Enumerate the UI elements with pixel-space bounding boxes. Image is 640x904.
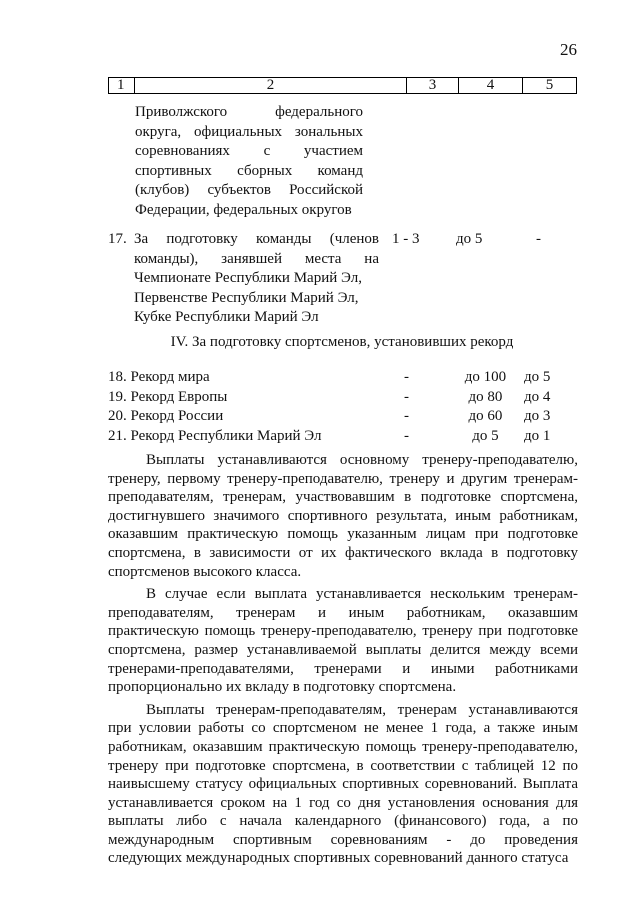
body-text: [108, 451, 578, 872]
table-row: [108, 427, 578, 447]
text-line: Федерации, федеральных округов: [135, 201, 352, 218]
table-row: [108, 368, 578, 388]
record-col5: до 1: [524, 427, 551, 444]
record-col3: -: [404, 427, 409, 444]
text-line: (клубов) субъектов Российской: [135, 182, 363, 198]
paragraph: Выплаты тренерам-преподавателям, тренерам устанавливаются при условии работы со спортсменом не менее 1 года, а также иным работникам, оказавшим практическую помощь тренеру-преподавателю, тренеру при подготовке спортсмена, в соответствии с таблицей 12 по наивысшему статусу официальных спортивных соревнований. Выплата устанавливается сроком на 1 год со дня установления основания для выплаты либо с начала календарного (финансового) года, а по международным спортивным соревнованиям - до проведения следующих международных спортивных соревнований данного статуса: [108, 701, 578, 867]
record-col3: -: [404, 408, 409, 424]
paragraph: В случае если выплата устанавливается нескольким тренерам-преподавателям, тренерам и иным работникам, оказавшим практическую помощь тренеру-преподавателю, тренеру при подготовке спортсмена, размер устанавливаемой выплаты делится между всеми тренерами-преподавателями, тренерами и иными работниками пропорционально их вкладу в подготовку спортсмена.: [108, 586, 578, 696]
row-description: [134, 230, 379, 328]
record-col5: до 5: [524, 369, 551, 385]
table-row: [108, 407, 578, 427]
record-col3: -: [404, 369, 409, 385]
record-col4: до 5: [472, 427, 499, 444]
row-number: 17.: [108, 231, 127, 247]
text-line: округа, официальных зональных: [135, 123, 363, 140]
record-col4: до 60: [468, 408, 503, 424]
row-col5-value: -: [536, 231, 541, 247]
record-col5: до 4: [524, 388, 551, 405]
page-number: 26: [560, 40, 577, 59]
table-row: [108, 388, 578, 408]
continued-row-text: [135, 103, 363, 220]
paragraph: Выплаты устанавливаются основному тренеру-преподавателю, тренеру, первому тренеру-преподавателю, тренеру и другим тренерам-преподавателям, тренерам, участвовавшим в подготовке спортсмена, достигнувшего значимого спортивного результата, иным работникам, оказавшим практическую помощь указанным лицам при подготовке спортсмена, в зависимости от их фактического вклада в подготовку спортсменов высокого класса.: [108, 452, 578, 580]
text-line: Первенстве Республики Марий Эл,: [134, 289, 359, 306]
record-name: 20. Рекорд России: [108, 408, 224, 424]
records-list: [108, 368, 578, 446]
text-line: спортивных сборных команд: [135, 162, 363, 179]
text-line: Приволжского федерального: [135, 104, 363, 120]
text-line: команды), занявшей места на: [134, 250, 379, 267]
column-header-2: 2: [135, 78, 407, 94]
record-col4: до 80: [468, 388, 503, 405]
record-name: 21. Рекорд Республики Марий Эл: [108, 427, 322, 444]
text-line: соревнованиях с участием: [135, 143, 363, 159]
text-line: Кубке Республики Марий Эл: [134, 309, 319, 325]
section-title: IV. За подготовку спортсменов, установивших рекорд: [170, 334, 514, 350]
column-header-3: 3: [407, 78, 459, 94]
record-col5: до 3: [524, 408, 551, 424]
row-col3-value: 1 - 3: [392, 231, 420, 247]
column-header-table: [108, 77, 577, 94]
record-col4: до 100: [464, 369, 507, 385]
column-header-row: [109, 78, 577, 94]
text-line: За подготовку команды (членов: [134, 231, 379, 247]
record-name: 19. Рекорд Европы: [108, 388, 228, 405]
column-header-5: 5: [523, 78, 577, 94]
text-line: Чемпионате Республики Марий Эл,: [134, 270, 362, 286]
record-name: 18. Рекорд мира: [108, 369, 210, 385]
column-header-4: 4: [459, 78, 523, 94]
column-header-1: 1: [109, 78, 135, 94]
row-col4-value: до 5: [456, 231, 483, 247]
record-col3: -: [404, 388, 409, 405]
